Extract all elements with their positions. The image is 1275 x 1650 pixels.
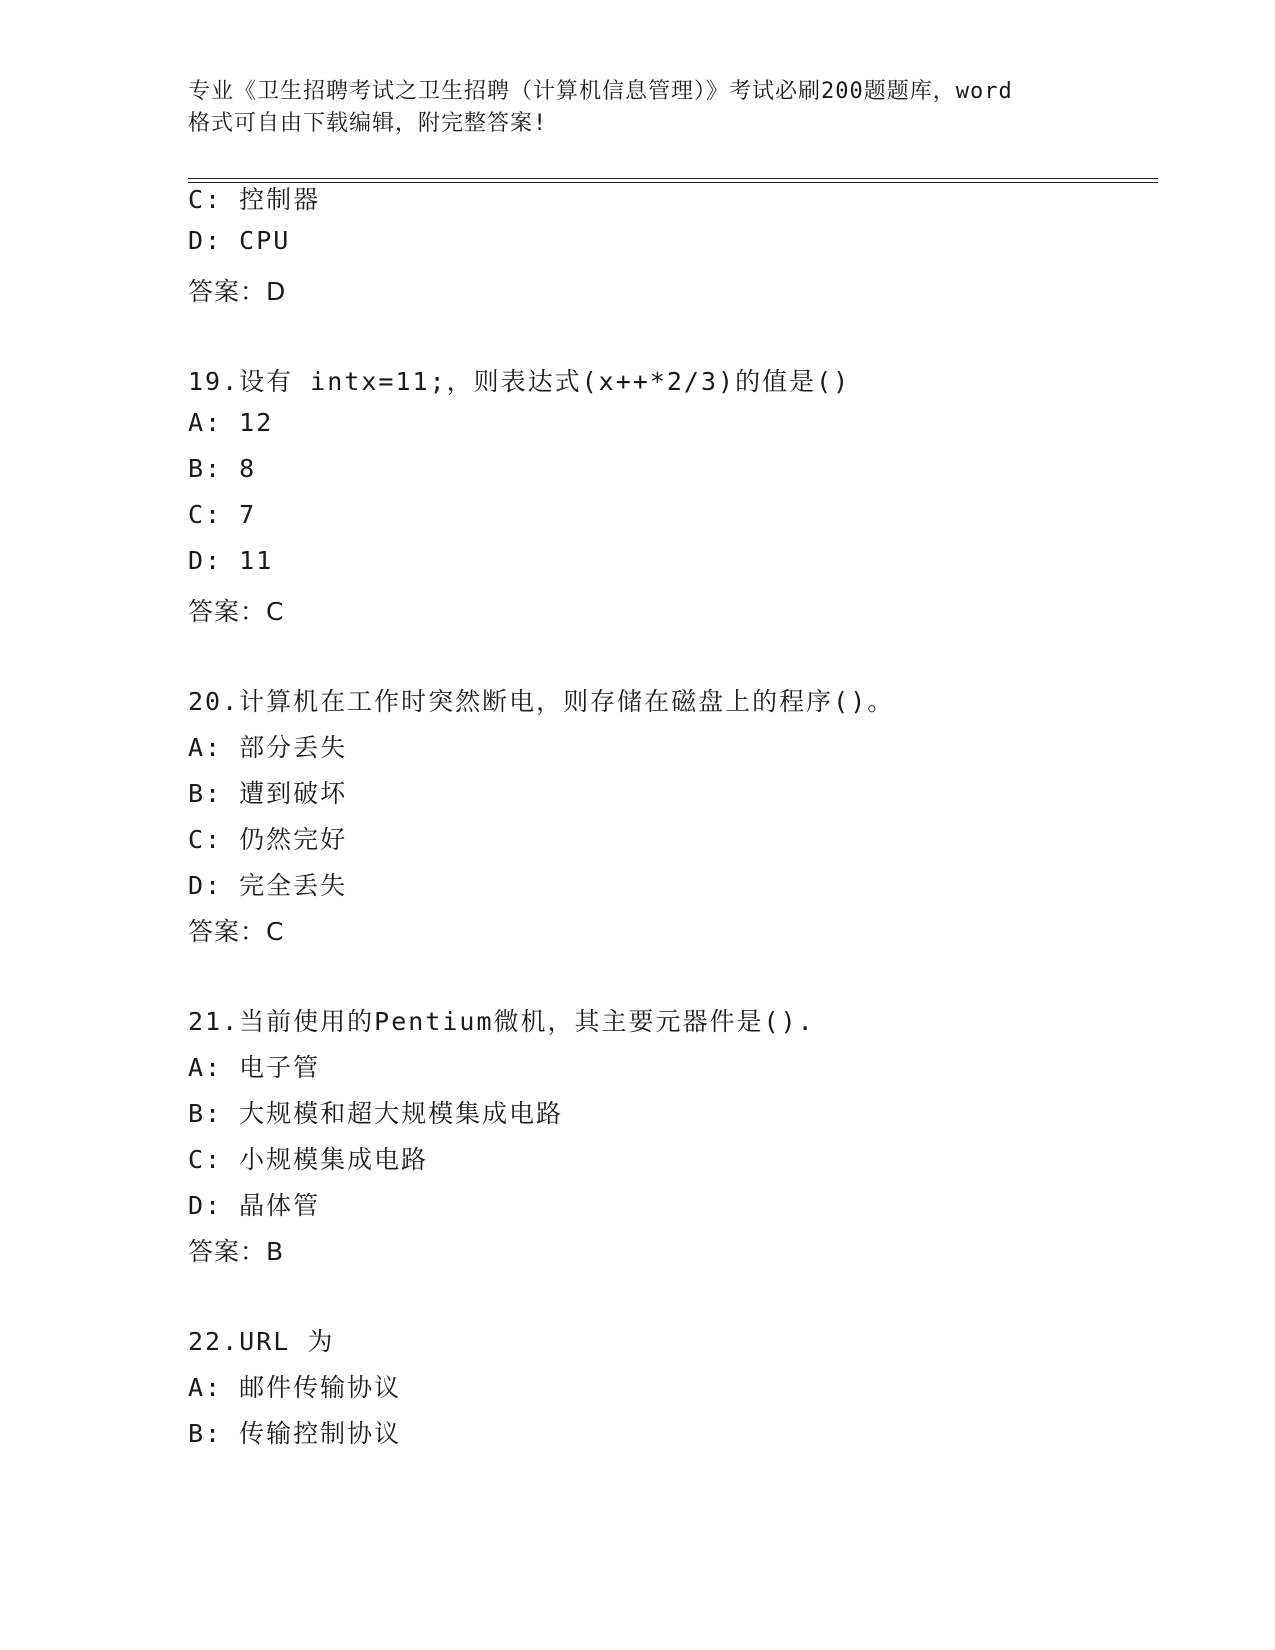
question-line: 22.URL 为 (188, 1327, 335, 1356)
question-line: C: 7 (188, 500, 257, 529)
question-line: A: 邮件传输协议 (188, 1373, 402, 1402)
header-divider (188, 178, 1158, 183)
question-line: C: 控制器 (188, 185, 321, 214)
question-line: D: CPU (188, 226, 291, 255)
question-line: D: 晶体管 (188, 1191, 321, 1220)
header-line-2: 格式可自由下载编辑，附完整答案! (188, 111, 548, 136)
question-line: C: 小规模集成电路 (188, 1145, 429, 1174)
question-line: A: 12 (188, 408, 274, 437)
document-header (188, 76, 1088, 140)
question-line: 19.设有 intx=11;，则表达式(x++*2/3)的值是() (188, 367, 851, 396)
question-line: B: 传输控制协议 (188, 1419, 402, 1448)
question-line: C: 仍然完好 (188, 825, 348, 854)
question-line: A: 电子管 (188, 1053, 321, 1082)
question-line: B: 遭到破坏 (188, 779, 348, 808)
question-line: D: 11 (188, 546, 274, 575)
answer-line: 答案：D (188, 277, 287, 306)
question-line: 21.当前使用的Pentium微机，其主要元器件是(). (188, 1007, 815, 1036)
answer-line: 答案：C (188, 597, 285, 626)
question-line: B: 大规模和超大规模集成电路 (188, 1099, 564, 1128)
question-line: 20.计算机在工作时突然断电，则存储在磁盘上的程序()。 (188, 687, 895, 716)
question-line: D: 完全丢失 (188, 871, 348, 900)
question-line: A: 部分丢失 (188, 733, 348, 762)
answer-line: 答案：B (188, 1237, 285, 1266)
question-line: B: 8 (188, 454, 257, 483)
answer-line: 答案：C (188, 917, 285, 946)
header-line-1: 专业《卫生招聘考试之卫生招聘（计算机信息管理）》考试必刷200题题库，word (188, 79, 1013, 104)
